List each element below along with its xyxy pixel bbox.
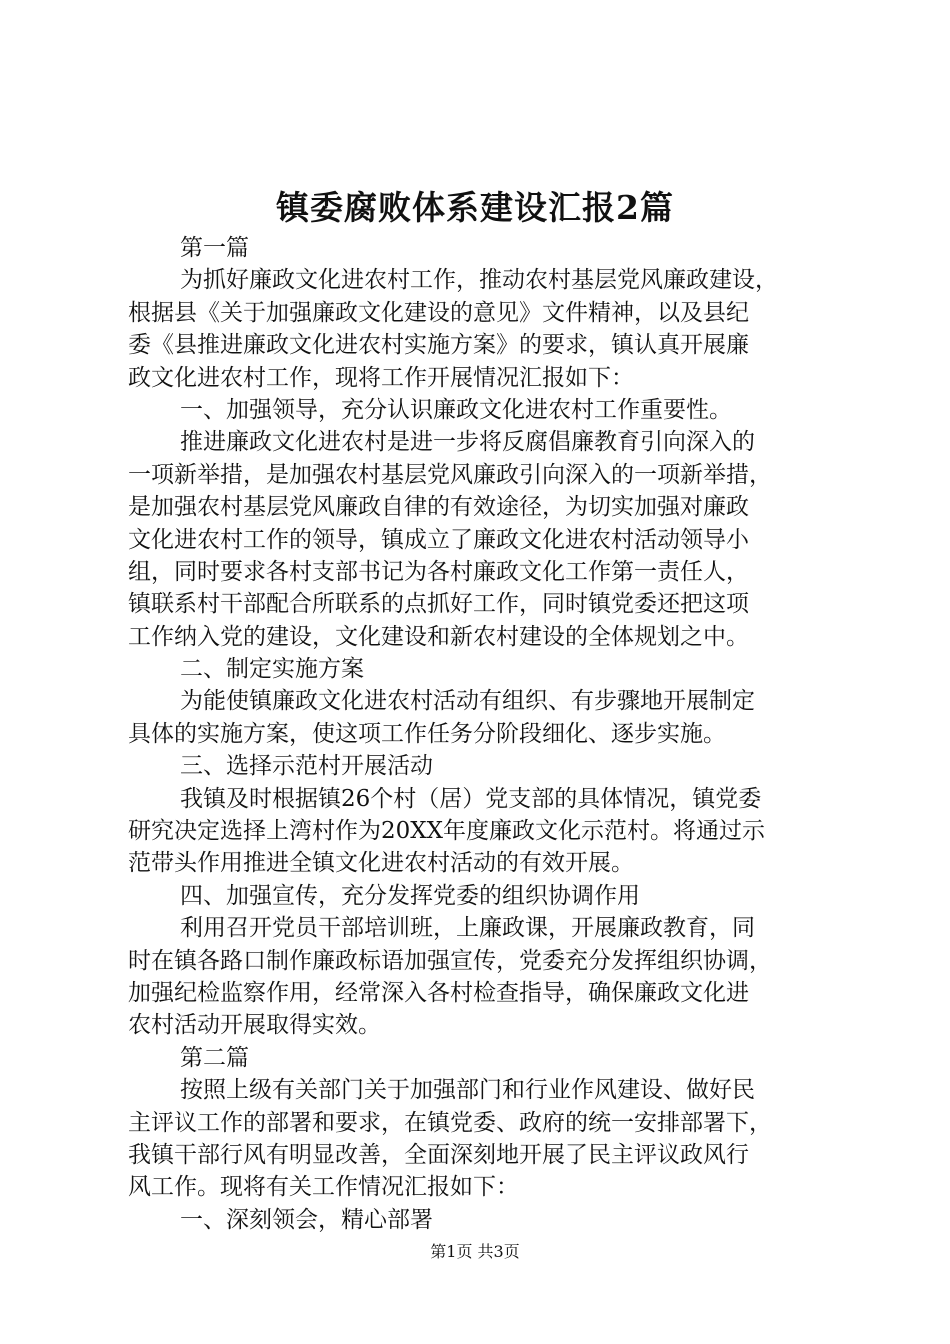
text-line: 文化进农村工作的领导，镇成立了廉政文化进农村活动领导小: [128, 526, 749, 553]
text-line: 农村活动开展取得实效。: [128, 1012, 381, 1039]
text-line: 委《县推进廉政文化进农村实施方案》的要求，镇认真开展廉: [128, 332, 749, 359]
text-line: 风工作。现将有关工作情况汇报如下：: [128, 1174, 519, 1201]
text-line: 主评议工作的部署和要求，在镇党委、政府的统一安排部署下，: [128, 1109, 772, 1136]
text-line: 加强纪检监察作用，经常深入各村检查指导，确保廉政文化进: [128, 979, 749, 1006]
text-line: 根据县《关于加强廉政文化建设的意见》文件精神，以及县纪: [128, 299, 749, 326]
text-line: 推进廉政文化进农村是进一步将反腐倡廉教育引向深入的: [180, 429, 755, 456]
text-line: 为抓好廉政文化进农村工作，推动农村基层党风廉政建设，: [180, 267, 778, 294]
text-line: 四、加强宣传，充分发挥党委的组织协调作用: [180, 882, 640, 909]
text-line: 我镇及时根据镇26个村（居）党支部的具体情况，镇党委: [180, 785, 762, 812]
text-line: 一、深刻领会，精心部署: [180, 1206, 433, 1233]
document-title: 镇委腐败体系建设汇报2篇: [276, 188, 674, 227]
text-line: 镇联系村干部配合所联系的点抓好工作，同时镇党委还把这项: [128, 591, 749, 618]
text-line: 一、加强领导，充分认识廉政文化进农村工作重要性。: [180, 396, 732, 423]
document-body: [128, 232, 828, 1236]
text-line: 一项新举措，是加强农村基层党风廉政引向深入的一项新举措，: [128, 461, 772, 488]
text-line: 组，同时要求各村支部书记为各村廉政文化工作第一责任人，: [128, 558, 749, 585]
text-line: 具体的实施方案，使这项工作任务分阶段细化、逐步实施。: [128, 720, 726, 747]
text-line: 我镇干部行风有明显改善，全面深刻地开展了民主评议政风行: [128, 1141, 749, 1168]
text-line: 第二篇: [180, 1044, 249, 1071]
page-footer: 第1页 共3页: [430, 1242, 520, 1261]
text-line: 按照上级有关部门关于加强部门和行业作风建设、做好民: [180, 1077, 755, 1104]
text-line: 三、选择示范村开展活动: [180, 753, 433, 780]
text-line: 为能使镇廉政文化进农村活动有组织、有步骤地开展制定: [180, 688, 755, 715]
text-line: 时在镇各路口制作廉政标语加强宣传，党委充分发挥组织协调，: [128, 947, 772, 974]
text-line: 范带头作用推进全镇文化进农村活动的有效开展。: [128, 850, 634, 877]
text-line: 政文化进农村工作，现将工作开展情况汇报如下：: [128, 364, 634, 391]
text-line: 是加强农村基层党风廉政自律的有效途径，为切实加强对廉政: [128, 494, 749, 521]
text-line: 二、制定实施方案: [180, 656, 364, 683]
text-line: 第一篇: [180, 235, 249, 261]
text-line: 工作纳入党的建设，文化建设和新农村建设的全体规划之中。: [128, 623, 749, 650]
text-line: 研究决定选择上湾村作为20XX年度廉政文化示范村。将通过示: [128, 818, 766, 845]
text-line: 利用召开党员干部培训班，上廉政课，开展廉政教育，同: [180, 915, 755, 942]
